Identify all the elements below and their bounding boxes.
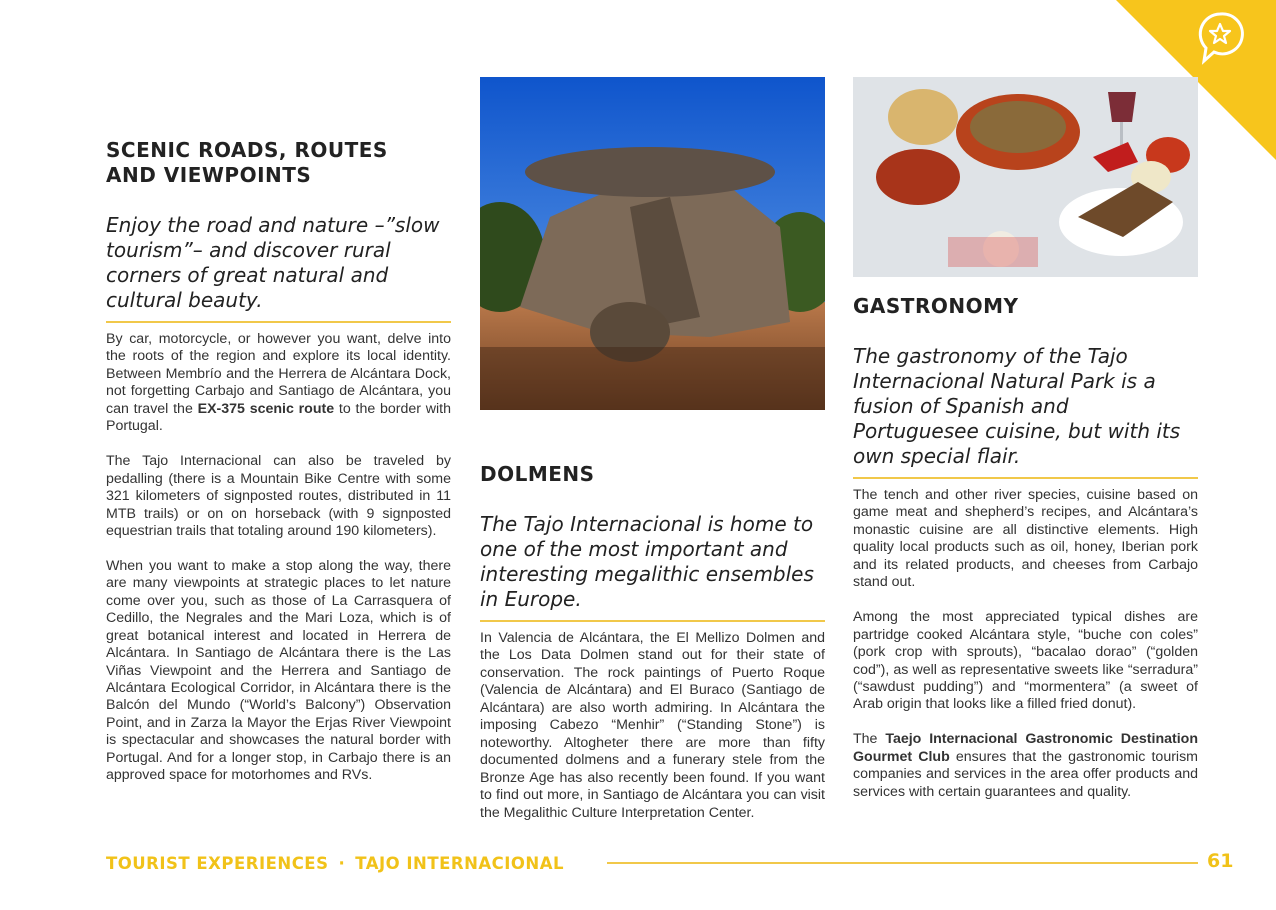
gastronomy-paragraph-1: The tench and other river species, cuisine based on game meat and shepherd’s recipes, and Alcántara’s monastic cuisine are all distinctive elements. High quality local products such as oil, honey, Iberian pork and its related products, and cheeses from Carbajo stand out. [853,487,1198,591]
section-gastronomy [853,294,1198,801]
section-scenic-roads [106,138,451,785]
ex375-route-emphasis: EX-375 scenic route [197,400,335,417]
gastronomy-paragraph-2: Among the most appreciated typical dishes are partridge cooked Alcántara style, “buche con coles” (pork crop with sprouts), “bacalao dorao” (“golden cod”), as well as representative sweets like “serradura” (“sawdust pudding”) and “mormentera” (a sweet of Arab origin that looks like a filled fried donut). [853,609,1198,713]
gastronomy-p3-text: The [853,731,886,748]
dolmens-body [480,630,825,822]
footer-title [106,851,564,875]
dolmens-paragraph-1: In Valencia de Alcántara, the El Mellizo Dolmen and the Los Data Dolmen stand out for their state of conservation. The rock paintings of Puerto Roque (Valencia de Alcántara) and El Buraco (Santiago de Alcántara) are also worth admiring. In Alcántara the imposing Cabezo “Menhir” (“Standing Stone”) is noteworthy. Altogheter there are more than fifty documented dolmens and a funerary stele from the Bronze Age has also recently been found. If you want to find out more, in Santiago de Alcántara you can visit the Megalithic Culture Interpretation Center. [480,630,825,821]
gastronomy-lead: The gastronomy of the Tajo Internacional Natural Park is a fusion of Spanish and Portuguesee cuisine, but with its own special flair. [853,344,1181,468]
footer-rule [607,862,1198,864]
section-dolmens [480,462,825,822]
scenic-roads-p1-text-end: to the border with Portugal. [106,400,452,435]
scenic-roads-heading-line2: AND VIEWPOINTS [106,163,312,187]
footer-separator: · [338,853,346,873]
gastronomy-heading: GASTRONOMY [853,294,1019,318]
gastronomy-photo [853,77,1198,277]
scenic-roads-paragraph-1 [106,331,451,436]
gastronomy-body [853,487,1198,801]
scenic-roads-body [106,331,451,785]
scenic-roads-paragraph-3: When you want to make a stop along the way, there are many viewpoints at strategic places to let nature come over you, such as those of La Carrasquera of Cedillo, the Negrales and the Mari Loza, which is of great botanical interest and located in Herrera de Alcántara. In Santiago de Alcántara there is the Las Viñas Viewpoint and the Herrera and Santiago de Alcántara Ecological Corridor, in Alcántara there is the Balcón del Mundo (“World’s Balcony”) Observation Point, and in Zarza la Mayor the Erjas River Viewpoint is spectacular and showcases the natural border with Portugal. And for a longer stop, in Carbajo there is an approved space for motorhomes and RVs. [106,557,451,784]
footer-right-label: TAJO INTERNACIONAL [355,853,565,873]
footer-left-label: TOURIST EXPERIENCES [106,853,329,873]
scenic-roads-heading [106,138,451,188]
scenic-roads-divider [106,321,451,323]
scenic-roads-lead: Enjoy the road and nature –”slow tourism”– and discover rural corners of great natural and cultural beauty. [106,213,440,312]
gastronomy-paragraph-3 [853,731,1198,801]
dolmens-heading: DOLMENS [480,462,595,486]
scenic-roads-p1-text: By car, motorcycle, or however you want, delve into the roots of the region and explore its local identity. Between Membrío and the Herrera de Alcántara Dock, not forgetting Carbajo and Santiago de Alcántara, you can travel the [106,331,451,417]
gastronomy-p3-text-end: ensures that the gastronomic tourism companies and services in the area offer products and services with certain guarantees and quality. [853,748,1198,800]
scenic-roads-heading-line1: SCENIC ROADS, ROUTES [106,138,388,162]
dolmens-lead: The Tajo Internacional is home to one of the most important and interesting megalithic ensembles in Europe. [480,512,814,611]
dolmen-photo [480,77,825,410]
page-number: 61 [1207,850,1234,872]
gastronomy-divider [853,477,1198,479]
dolmens-divider [480,620,825,622]
gourmet-club-emphasis: Taejo Internacional Gastronomic Destination Gourmet Club [853,731,1198,765]
scenic-roads-paragraph-2: The Tajo Internacional can also be traveled by pedalling (there is a Mountain Bike Centre with some 321 kilometers of signposted routes, distributed in 11 MTB trails) or on on horseback (with 9 signposted equestrian trails that totaling around 190 kilometers). [106,453,451,539]
